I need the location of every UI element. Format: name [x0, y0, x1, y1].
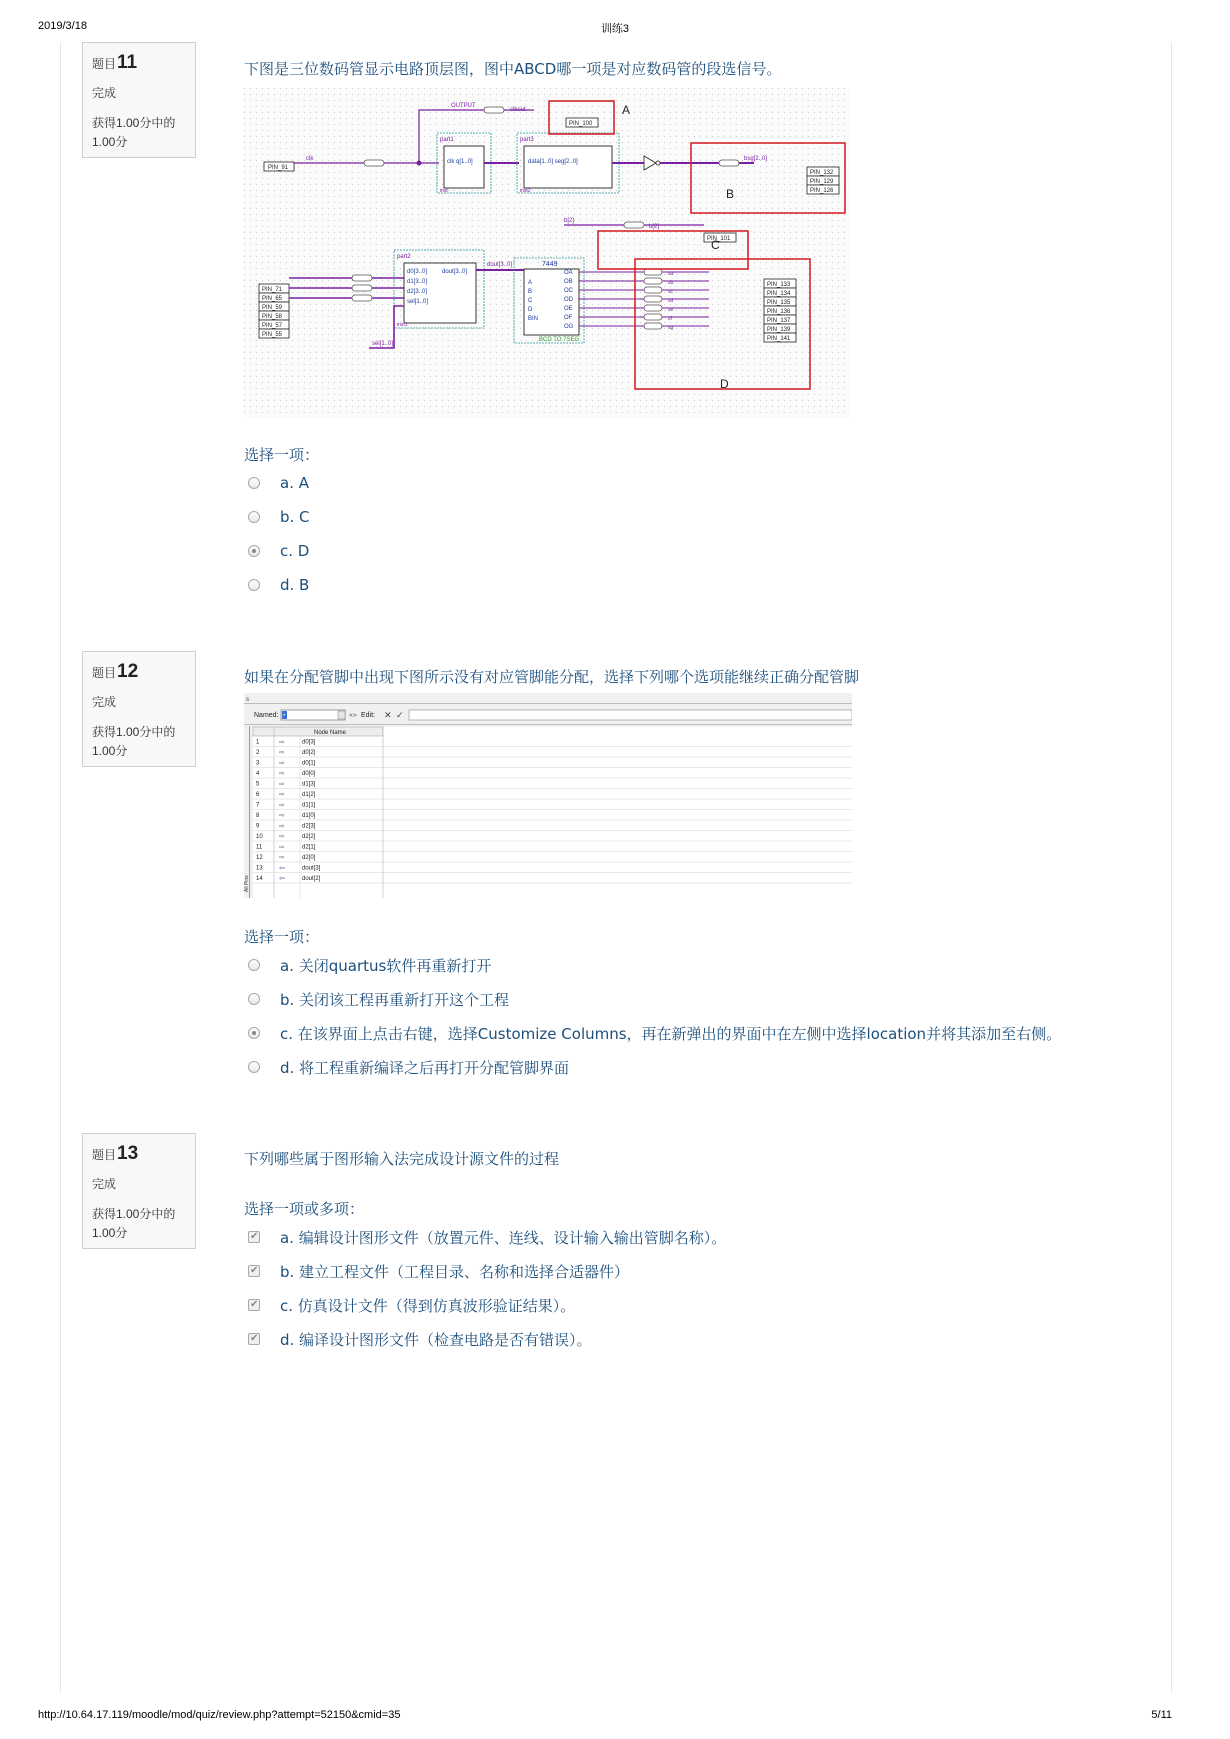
- svg-text:sb: sb: [668, 280, 674, 286]
- checkbox-checked[interactable]: [248, 1333, 260, 1345]
- question-grade: 获得1.00分中的1.00分: [92, 116, 176, 149]
- question-text: 下列哪些属于图形输入法完成设计源文件的过程: [244, 1150, 560, 1168]
- block-sel: sel[1..0]: [407, 299, 429, 305]
- question-text: 如果在分配管脚中出现下图所示没有对应管脚能分配，选择下列哪个选项能继续正确分配管脚: [244, 668, 860, 686]
- answer-option[interactable]: a. A: [248, 471, 309, 495]
- checkbox-checked[interactable]: [248, 1265, 260, 1277]
- label-b2-right: b[2]: [649, 224, 660, 230]
- label-clkout: clkout: [510, 107, 526, 113]
- chip-name: 7449: [542, 261, 558, 268]
- table-row-number: 9: [256, 823, 260, 830]
- checkbox-checked[interactable]: [248, 1299, 260, 1311]
- svg-text:se: se: [668, 307, 674, 313]
- marker-a: A: [622, 103, 631, 117]
- table-row-node-name[interactable]: d0[3]: [302, 739, 316, 746]
- input-pin-icon: ⇨: [279, 801, 285, 809]
- table-row-number: 14: [256, 876, 263, 882]
- svg-text:C: C: [528, 298, 533, 304]
- marker-d: D: [720, 377, 729, 391]
- label-b2-left: b[2]: [564, 218, 575, 224]
- table-row-number: 12: [256, 855, 263, 861]
- svg-text:PIN_133: PIN_133: [767, 282, 791, 288]
- pin-planner-image: [244, 693, 852, 898]
- block-d1: d1[3..0]: [407, 279, 428, 285]
- radio-button[interactable]: [248, 1061, 260, 1073]
- radio-button[interactable]: [248, 511, 260, 523]
- block-dout: dout[3..0]: [442, 269, 468, 275]
- svg-text:OB: OB: [564, 279, 573, 285]
- table-row-node-name[interactable]: d1[2]: [302, 792, 316, 798]
- question-info-box: [82, 42, 196, 158]
- input-pin-icon: ⇨: [279, 790, 285, 799]
- table-row-node-name[interactable]: d1[0]: [302, 813, 316, 819]
- checkbox-checked[interactable]: [248, 1231, 260, 1243]
- print-url: http://10.64.17.119/moodle/mod/quiz/review.php?attempt=52150&cmid=35: [38, 1709, 401, 1721]
- radio-button-selected[interactable]: [248, 1027, 260, 1039]
- table-row-node-name[interactable]: dout[2]: [302, 876, 321, 882]
- question-info-box: [82, 651, 196, 767]
- radio-button[interactable]: [248, 477, 260, 489]
- chip-sub: BCD TO 7SEG: [539, 337, 580, 343]
- svg-text:inst1: inst1: [397, 322, 408, 328]
- marker-c: C: [711, 238, 720, 252]
- svg-text:D: D: [528, 307, 533, 313]
- answer-option[interactable]: d. B: [248, 573, 309, 597]
- pin-a: PIN_100: [569, 121, 593, 127]
- svg-text:OE: OE: [564, 306, 573, 312]
- answer-option[interactable]: ✔ d. 编译设计图形文件（检查电路是否有错误）。: [248, 1327, 592, 1351]
- label-bsg: bsg[2..0]: [744, 156, 768, 162]
- table-row-number: 10: [256, 834, 263, 840]
- table-row-number: 5: [256, 781, 260, 788]
- content-border-right: [1171, 42, 1172, 1692]
- radio-button[interactable]: [248, 993, 260, 1005]
- table-row-number: 11: [256, 844, 263, 851]
- input-pin-icon: ⇨: [279, 738, 285, 746]
- svg-text:✕: ✕: [384, 710, 392, 720]
- answer-option[interactable]: b. 关闭该工程再重新打开这个工程: [248, 987, 509, 1011]
- question-grade: 获得1.00分中的1.00分: [92, 725, 176, 758]
- table-row-node-name[interactable]: d2[0]: [302, 855, 316, 861]
- svg-text:inst: inst: [440, 188, 448, 194]
- table-row-number: 8: [256, 813, 260, 819]
- answer-option[interactable]: b. C: [248, 505, 310, 529]
- svg-text:PIN_139: PIN_139: [767, 327, 791, 333]
- marker-b: B: [726, 187, 735, 201]
- answer-prompt: 选择一项或多项：: [244, 1200, 365, 1218]
- pins-left: [259, 284, 289, 338]
- table-row-node-name[interactable]: d0[2]: [302, 750, 316, 756]
- question-grade: 获得1.00分中的1.00分: [92, 1207, 176, 1240]
- input-pin-icon: ⇨: [279, 843, 285, 851]
- svg-text:sd: sd: [668, 298, 674, 304]
- question-info-box: [82, 1133, 196, 1249]
- table-row-node-name[interactable]: d0[0]: [302, 771, 316, 777]
- question-state: 完成: [92, 1177, 117, 1191]
- svg-text:sg: sg: [668, 325, 674, 331]
- svg-text:sc: sc: [668, 289, 673, 295]
- block-data-seg: data[1..0] seg[2..0]: [528, 159, 578, 165]
- input-pin-icon: ⇨: [279, 811, 285, 820]
- svg-text:PIN_134: PIN_134: [767, 291, 791, 297]
- question-state: 完成: [92, 695, 117, 709]
- svg-text:PIN_65: PIN_65: [262, 296, 283, 302]
- pins-d: [764, 279, 796, 342]
- output-pin-icon: ⇦: [279, 864, 285, 872]
- print-date: 2019/3/18: [38, 20, 87, 32]
- svg-text:PIN_136: PIN_136: [767, 309, 791, 315]
- answer-option[interactable]: ✔ c. 仿真设计文件（得到仿真波形验证结果）。: [248, 1293, 575, 1317]
- block-part3: part3: [520, 137, 534, 143]
- table-row-number: 6: [256, 792, 260, 798]
- block-clk-q: clk q[1..0]: [447, 159, 473, 165]
- output-pin-icon: ⇦: [279, 874, 285, 883]
- edit-label: Edit:: [361, 712, 376, 719]
- table-row-node-name[interactable]: d2[1]: [302, 844, 316, 851]
- radio-button[interactable]: [248, 579, 260, 591]
- side-label: All Pins: [244, 875, 250, 892]
- pin-c: PIN_101: [707, 236, 731, 242]
- table-row-number: 4: [256, 771, 260, 777]
- answer-option[interactable]: a. 关闭quartus软件再重新打开: [248, 953, 491, 977]
- svg-text:PIN_132: PIN_132: [810, 170, 834, 176]
- table-row-node-name[interactable]: d1[3]: [302, 781, 316, 788]
- label-dout: dout[3..0]: [487, 262, 513, 268]
- svg-text:OG: OG: [564, 324, 574, 330]
- svg-text:PIN_141: PIN_141: [767, 336, 791, 342]
- radio-button[interactable]: [248, 959, 260, 971]
- radio-button-selected[interactable]: [248, 545, 260, 557]
- svg-text:OF: OF: [564, 315, 573, 321]
- block-d2: d2[3..0]: [407, 289, 428, 295]
- label-clk: clk: [306, 156, 314, 162]
- input-pin-icon: ⇨: [279, 759, 285, 767]
- named-label: Named:: [254, 712, 279, 719]
- content-border-left: [60, 42, 61, 1692]
- svg-text:B: B: [528, 289, 533, 295]
- answer-option[interactable]: d. 将工程重新编译之后再打开分配管脚界面: [248, 1055, 569, 1079]
- svg-text:PIN_58: PIN_58: [262, 314, 283, 320]
- svg-text:«»: «»: [349, 712, 357, 719]
- answer-option[interactable]: ✔ b. 建立工程文件（工程目录、名称和选择合适器件）: [248, 1259, 629, 1283]
- svg-text:PIN_129: PIN_129: [810, 179, 834, 185]
- svg-text:BIN: BIN: [528, 316, 539, 322]
- question-text: 下图是三位数码管显示电路顶层图，图中ABCD哪一项是对应数码管的段选信号。: [244, 60, 782, 78]
- svg-text:OA: OA: [564, 270, 573, 276]
- input-pin-icon: ⇨: [279, 853, 285, 862]
- label-sel-in: sel[1..0]: [372, 341, 394, 347]
- answer-option[interactable]: ✔ a. 编辑设计图形文件（放置元件、连线、设计输入输出管脚名称）。: [248, 1225, 726, 1249]
- answer-prompt: 选择一项：: [244, 446, 320, 464]
- svg-text:PIN_55: PIN_55: [262, 332, 283, 338]
- svg-text:PIN_71: PIN_71: [262, 287, 283, 293]
- column-header: Node Name: [314, 730, 347, 736]
- question-number: 题目11: [92, 52, 138, 73]
- svg-text:PIN_135: PIN_135: [767, 300, 791, 306]
- input-pin-icon: ⇨: [279, 822, 285, 830]
- svg-text:PIN_59: PIN_59: [262, 305, 283, 311]
- table-row-node-name[interactable]: d0[1]: [302, 760, 316, 767]
- pin-left-top: PIN_91: [268, 165, 289, 171]
- table-row-number: 2: [256, 750, 260, 756]
- input-pin-icon: ⇨: [279, 780, 285, 788]
- schematic-image: [244, 88, 850, 418]
- table-row-node-name[interactable]: dout[3]: [302, 865, 321, 872]
- svg-text:✓: ✓: [396, 710, 404, 720]
- svg-text:inst2: inst2: [520, 188, 531, 194]
- question-number: 题目12: [92, 661, 139, 682]
- table-row-number: 1: [256, 739, 260, 746]
- table-row-node-name[interactable]: d2[3]: [302, 823, 316, 830]
- question-state: 完成: [92, 86, 117, 100]
- svg-text:PIN_57: PIN_57: [262, 323, 283, 329]
- svg-text:OUTPUT: OUTPUT: [451, 103, 476, 109]
- svg-text:A: A: [528, 280, 533, 286]
- input-pin-icon: ⇨: [279, 748, 285, 757]
- table-row-node-name[interactable]: d2[2]: [302, 834, 316, 840]
- print-title: 训练3: [600, 23, 630, 35]
- pins-b: [807, 167, 839, 194]
- table-row-number: 13: [256, 865, 263, 872]
- table-row-number: 3: [256, 760, 260, 767]
- block-part2: part2: [397, 254, 411, 260]
- question-number: 题目13: [92, 1143, 139, 1164]
- answer-prompt: 选择一项：: [244, 928, 320, 946]
- block-part1: part1: [440, 137, 454, 143]
- svg-text:s: s: [246, 697, 249, 703]
- named-value: *: [283, 714, 286, 720]
- print-page-number: 5/11: [1151, 1709, 1172, 1721]
- input-pin-icon: ⇨: [279, 832, 285, 841]
- svg-text:sf: sf: [668, 316, 672, 322]
- answer-option[interactable]: c. 在该界面上点击右键，选择Customize Columns，再在新弹出的界面中在左侧中选择location并将其添加至右侧。: [248, 1021, 1061, 1045]
- answer-option[interactable]: c. D: [248, 539, 309, 563]
- svg-text:OC: OC: [564, 288, 573, 294]
- table-row-number: 7: [256, 802, 260, 809]
- svg-text:PIN_126: PIN_126: [810, 188, 834, 194]
- svg-text:PIN_137: PIN_137: [767, 318, 791, 324]
- table-row-node-name[interactable]: d1[1]: [302, 802, 316, 809]
- svg-text:sa: sa: [668, 271, 674, 277]
- block-d0: d0[3..0]: [407, 269, 428, 275]
- input-pin-icon: ⇨: [279, 769, 285, 778]
- svg-text:OD: OD: [564, 297, 573, 303]
